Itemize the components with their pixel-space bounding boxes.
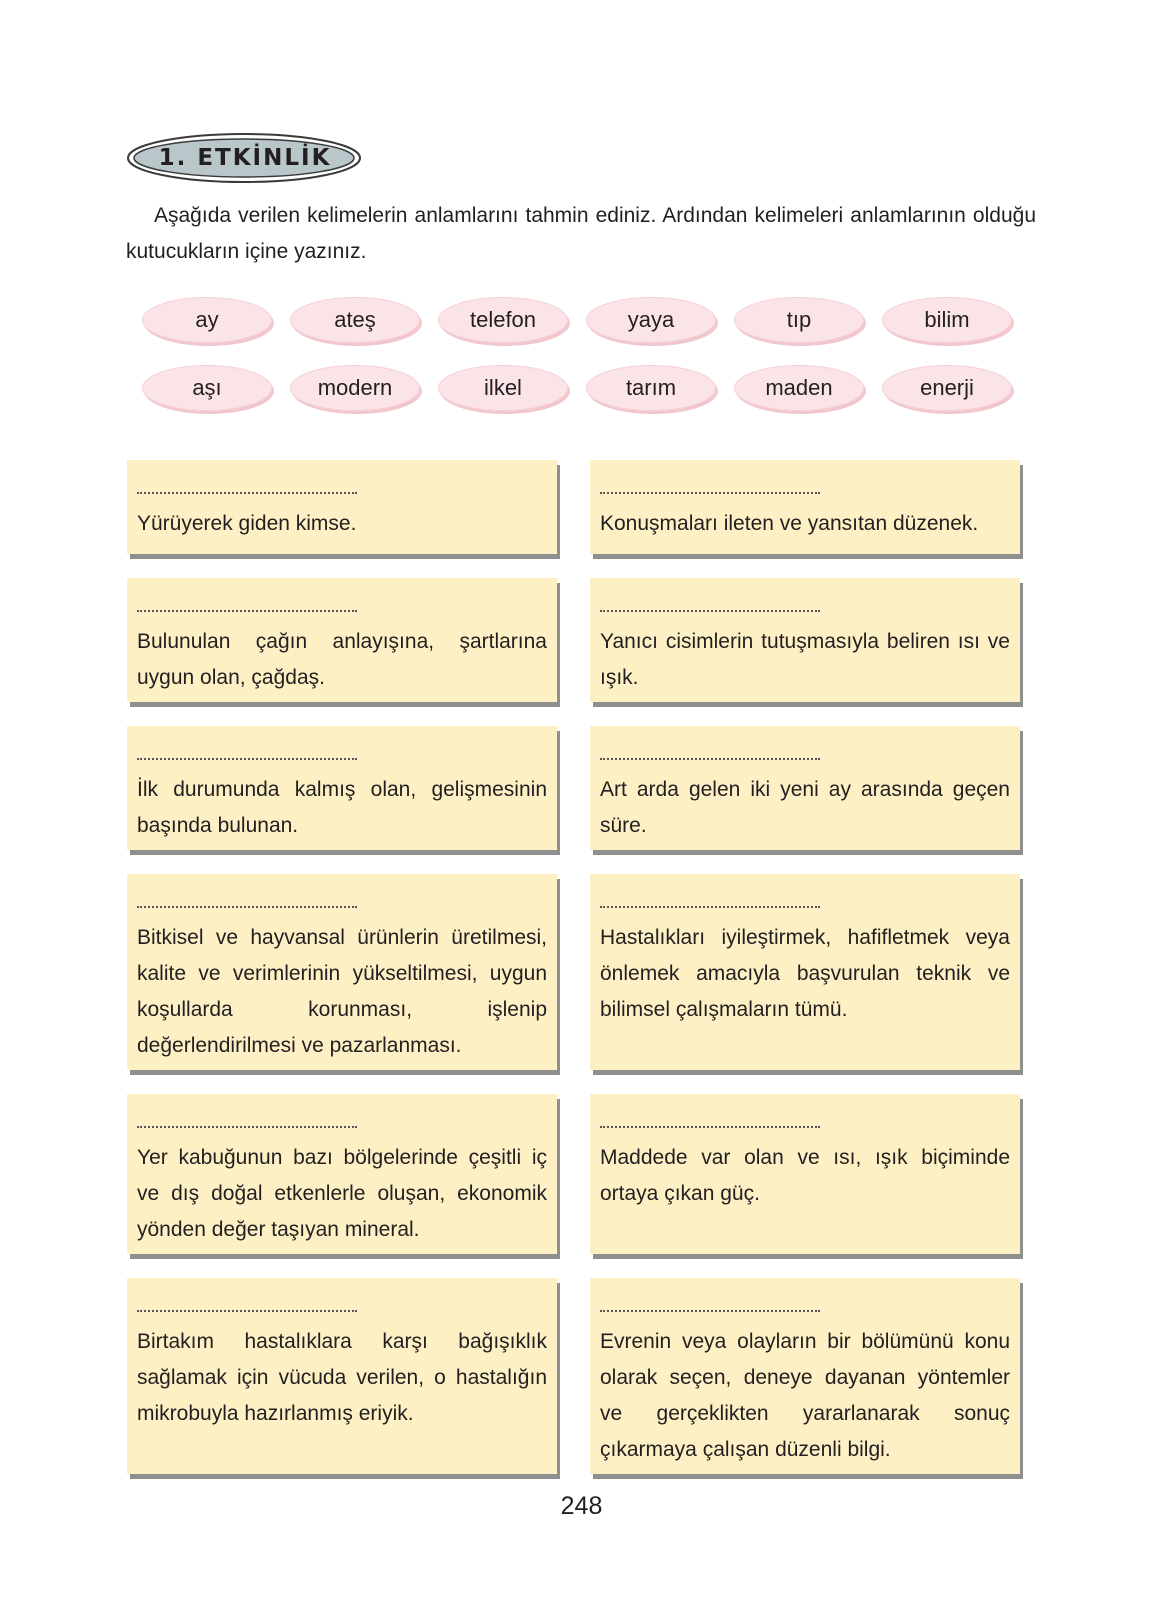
instruction-paragraph: Aşağıda verilen kelimelerin anlamlarını tahmin ediniz. Ardından kelimeleri anlamlarının olduğu kutucukların içine yazınız.	[126, 204, 1036, 263]
answer-blank[interactable]	[137, 740, 357, 760]
definition-card	[590, 578, 1020, 702]
answer-blank[interactable]	[137, 474, 357, 494]
definition-card	[127, 578, 557, 702]
definition-card	[590, 726, 1020, 850]
definition-text: Konuşmaları ileten ve yansıtan düzenek.	[600, 512, 979, 535]
definition-text: Birtakım hastalıklara karşı bağışıklık sağlamak için vücuda verilen, o hastalığın mikrobuyla hazırlanmış eriyik.	[137, 1330, 547, 1425]
definition-cards	[127, 460, 1020, 1498]
definition-card	[127, 1094, 557, 1254]
word-bubble: ay	[142, 297, 272, 343]
definition-text: Yer kabuğunun bazı bölgelerinde çeşitli iç ve dış doğal etkenlerle oluşan, ekonomik yönden değer taşıyan mineral.	[137, 1146, 547, 1241]
definition-text: Yanıcı cisimlerin tutuşmasıyla beliren ısı ve ışık.	[600, 630, 1010, 689]
word-bubble: bilim	[882, 297, 1012, 343]
answer-blank[interactable]	[600, 592, 820, 612]
word-bubble: telefon	[438, 297, 568, 343]
answer-blank[interactable]	[137, 888, 357, 908]
instruction-text	[126, 198, 1036, 270]
word-bubble: aşı	[142, 365, 272, 411]
definition-card	[590, 874, 1020, 1070]
word-bubble: maden	[734, 365, 864, 411]
answer-blank[interactable]	[600, 888, 820, 908]
answer-blank[interactable]	[137, 592, 357, 612]
definition-card	[127, 726, 557, 850]
definition-card	[127, 1278, 557, 1474]
word-bubble: enerji	[882, 365, 1012, 411]
word-bubble: modern	[290, 365, 420, 411]
definition-text: Maddede var olan ve ısı, ışık biçiminde ortaya çıkan güç.	[600, 1146, 1010, 1205]
activity-title: 1. ETKİNLİK	[158, 145, 332, 171]
definition-card	[127, 460, 557, 554]
answer-blank[interactable]	[600, 474, 820, 494]
word-bubble: ilkel	[438, 365, 568, 411]
definition-card	[127, 874, 557, 1070]
definition-text: Bitkisel ve hayvansal ürünlerin üretilmesi, kalite ve verimlerinin yükseltilmesi, uygun koşullarda korunması, işlenip değerlendirilmesi ve pazarlanması.	[137, 926, 547, 1057]
answer-blank[interactable]	[600, 1108, 820, 1128]
definition-text: Art arda gelen iki yeni ay arasında geçen süre.	[600, 778, 1010, 837]
definition-card	[590, 1278, 1020, 1474]
definition-text: Yürüyerek giden kimse.	[137, 512, 357, 535]
page-number: 248	[560, 1492, 603, 1520]
definition-text: Evrenin veya olayların bir bölümünü konu olarak seçen, deneye dayanan yöntemler ve gerçeklikten yararlanarak sonuç çıkarmaya çalışan düzenli bilgi.	[600, 1330, 1010, 1461]
definition-text: Hastalıkları iyileştirmek, hafifletmek veya önlemek amacıyla başvurulan teknik ve bilimsel çalışmaların tümü.	[600, 926, 1010, 1021]
definition-card	[590, 460, 1020, 554]
word-bank	[142, 297, 1012, 411]
word-bubble: ateş	[290, 297, 420, 343]
answer-blank[interactable]	[600, 1292, 820, 1312]
word-bubble: yaya	[586, 297, 716, 343]
answer-blank[interactable]	[137, 1108, 357, 1128]
definition-card	[590, 1094, 1020, 1254]
word-bubble: tarım	[586, 365, 716, 411]
activity-badge	[126, 132, 364, 184]
definition-text: Bulunulan çağın anlayışına, şartlarına uygun olan, çağdaş.	[137, 630, 547, 689]
answer-blank[interactable]	[600, 740, 820, 760]
word-bubble: tıp	[734, 297, 864, 343]
definition-text: İlk durumunda kalmış olan, gelişmesinin başında bulunan.	[137, 778, 547, 837]
answer-blank[interactable]	[137, 1292, 357, 1312]
